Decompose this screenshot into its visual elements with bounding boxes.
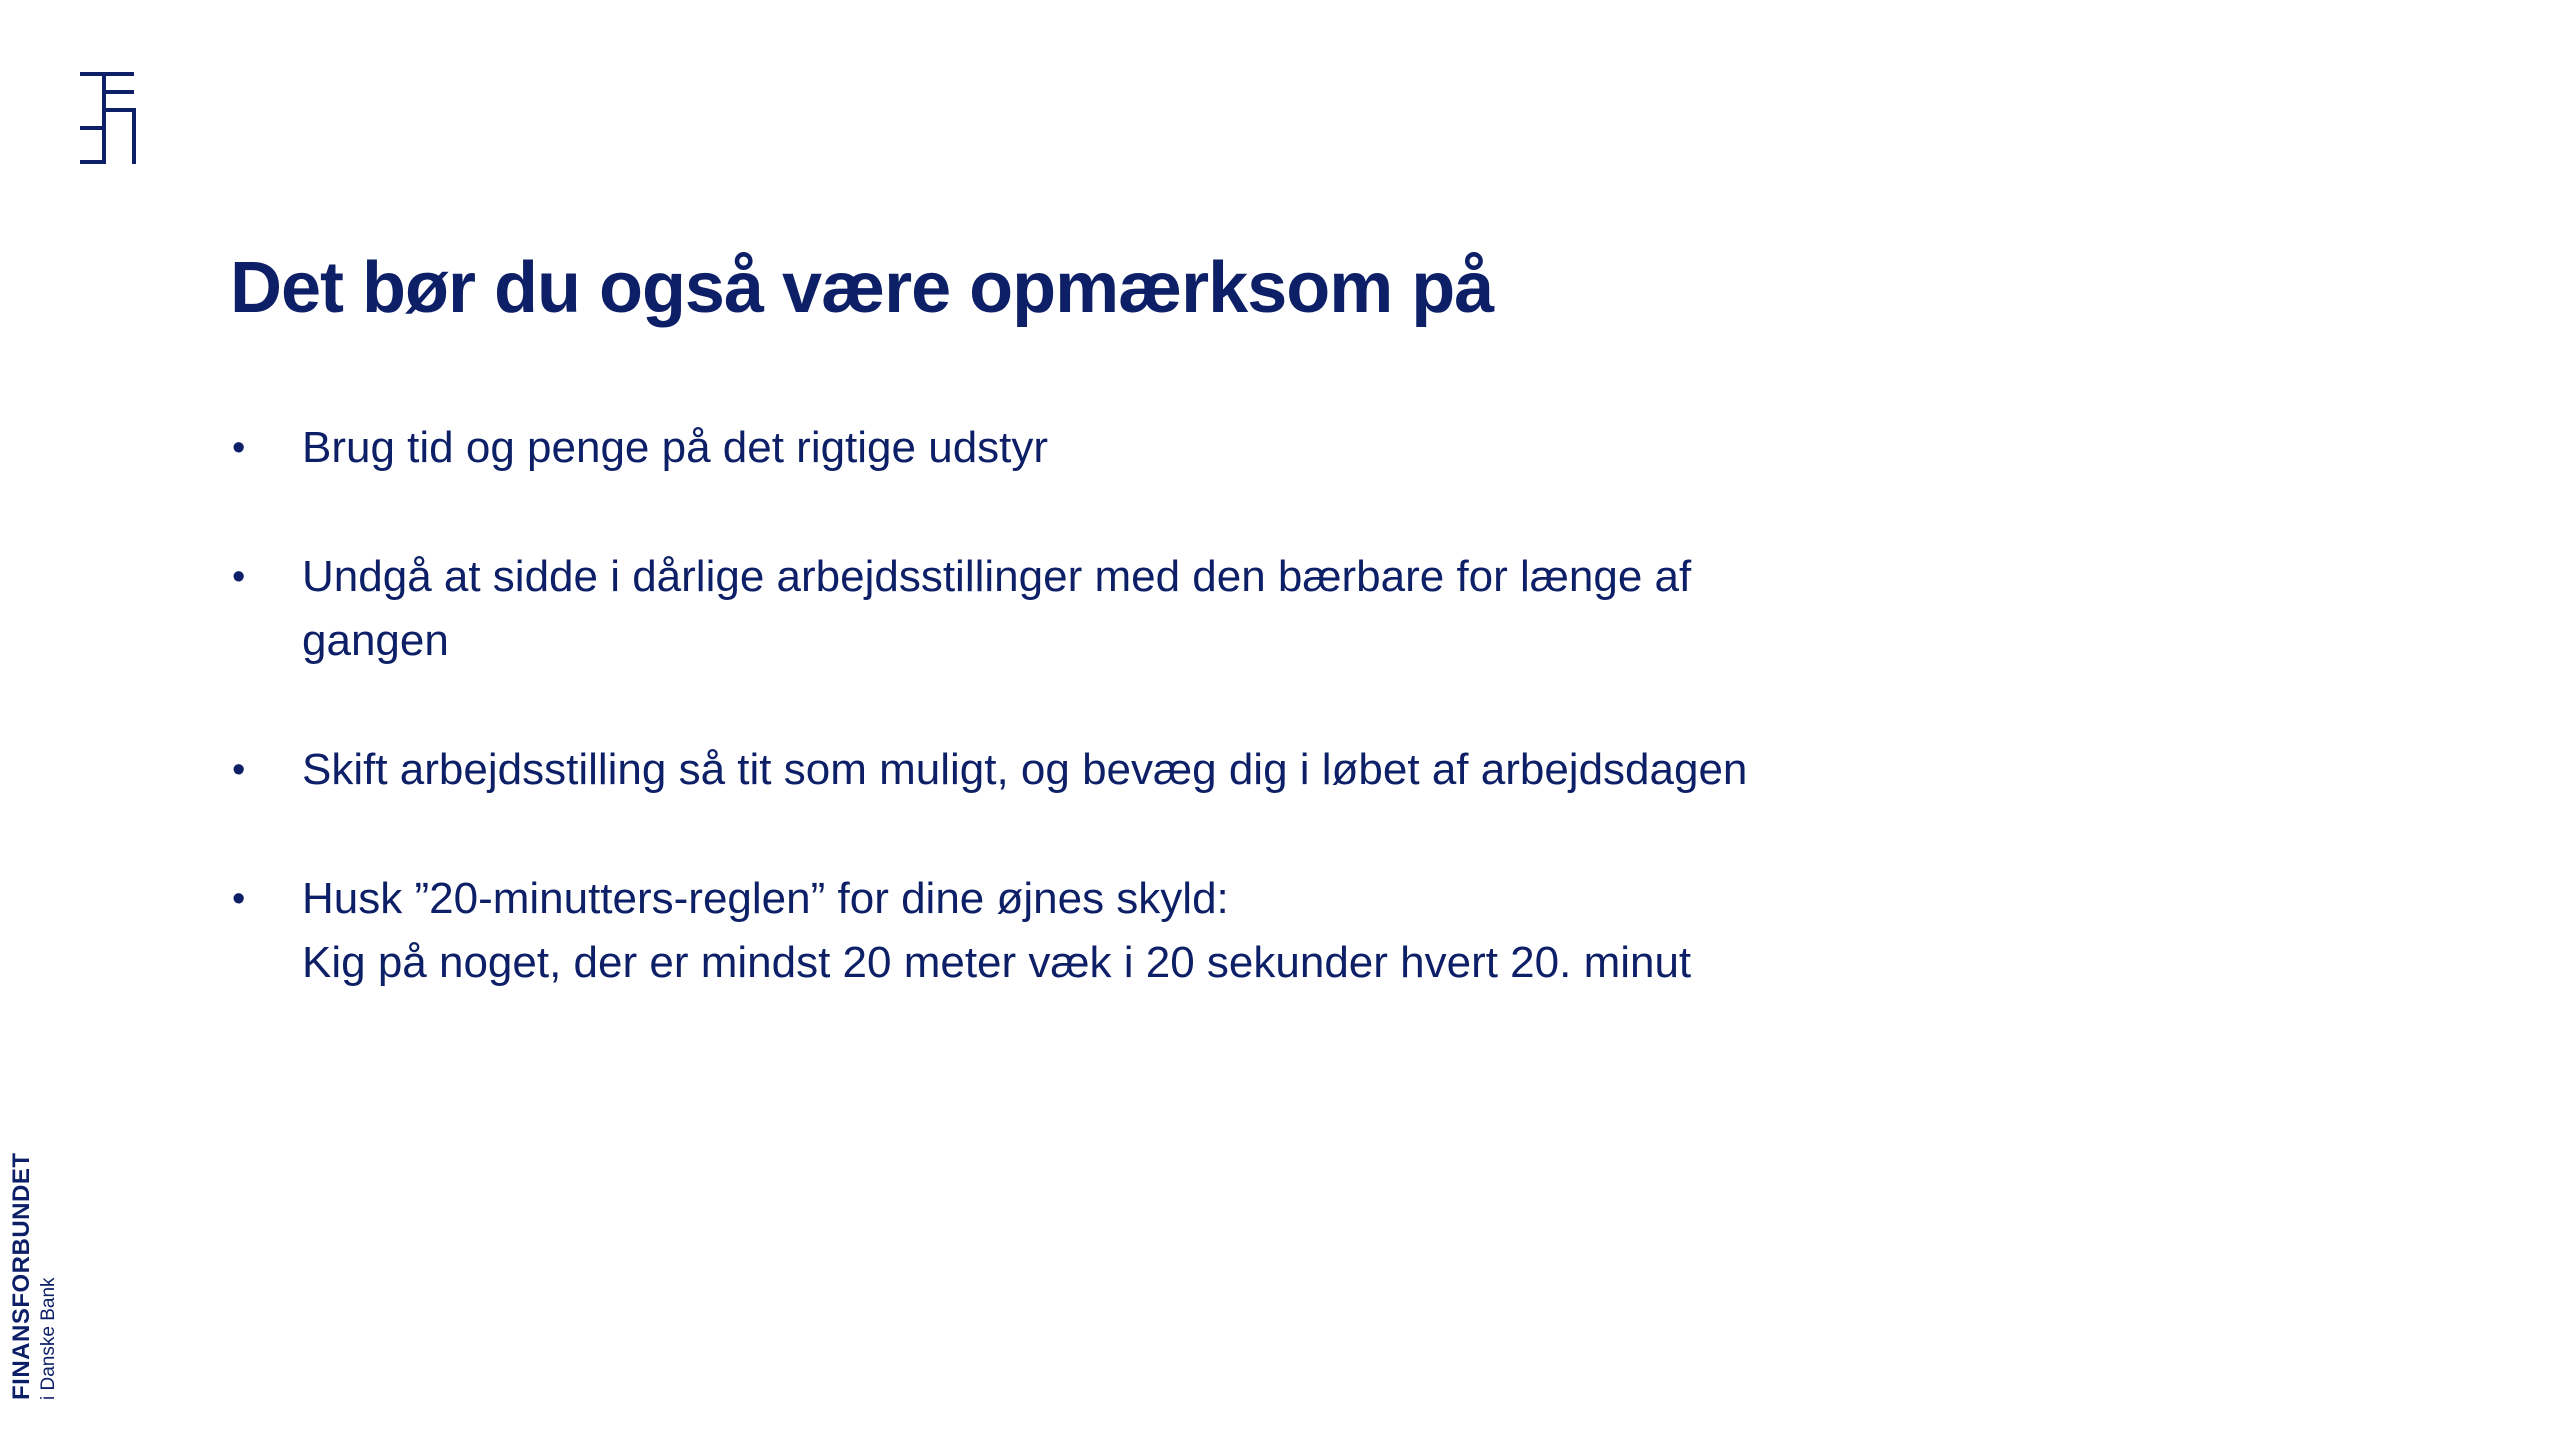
slide-title: Det bør du også være opmærksom på bbox=[230, 248, 1494, 328]
bullet-text: Husk ”20-minutters-reglen” for dine øjnes skyld: bbox=[302, 874, 1229, 923]
bullet-icon: • bbox=[232, 427, 246, 469]
list-item bbox=[230, 738, 1870, 802]
finansforbundet-logo-icon bbox=[80, 72, 136, 164]
bullet-list bbox=[230, 416, 1870, 995]
bullet-text: Brug tid og penge på det rigtige udstyr bbox=[302, 423, 1049, 472]
list-item bbox=[230, 545, 1870, 673]
list-item bbox=[230, 867, 1870, 995]
brand-wordmark-rotated bbox=[8, 1152, 78, 1400]
bullet-icon: • bbox=[232, 556, 246, 598]
bullet-text: Undgå at sidde i dårlige arbejdsstillinger med den bærbare for længe af bbox=[302, 552, 1692, 601]
bullet-text: Skift arbejdsstilling så tit som muligt, og bevæg dig i løbet af arbejdsdagen bbox=[302, 745, 1748, 794]
brand-wordmark bbox=[8, 1152, 148, 1400]
bullet-icon: • bbox=[232, 749, 246, 791]
bullet-text-continued: Kig på noget, der er mindst 20 meter væk i 20 sekunder hvert 20. minut bbox=[302, 938, 1692, 987]
bullet-text-continued: gangen bbox=[302, 616, 449, 665]
brand-name: FINANSFORBUNDET bbox=[8, 1152, 35, 1400]
list-item bbox=[230, 416, 1870, 480]
bullet-icon: • bbox=[232, 878, 246, 920]
brand-subtitle: i Danske Bank bbox=[38, 1277, 59, 1400]
